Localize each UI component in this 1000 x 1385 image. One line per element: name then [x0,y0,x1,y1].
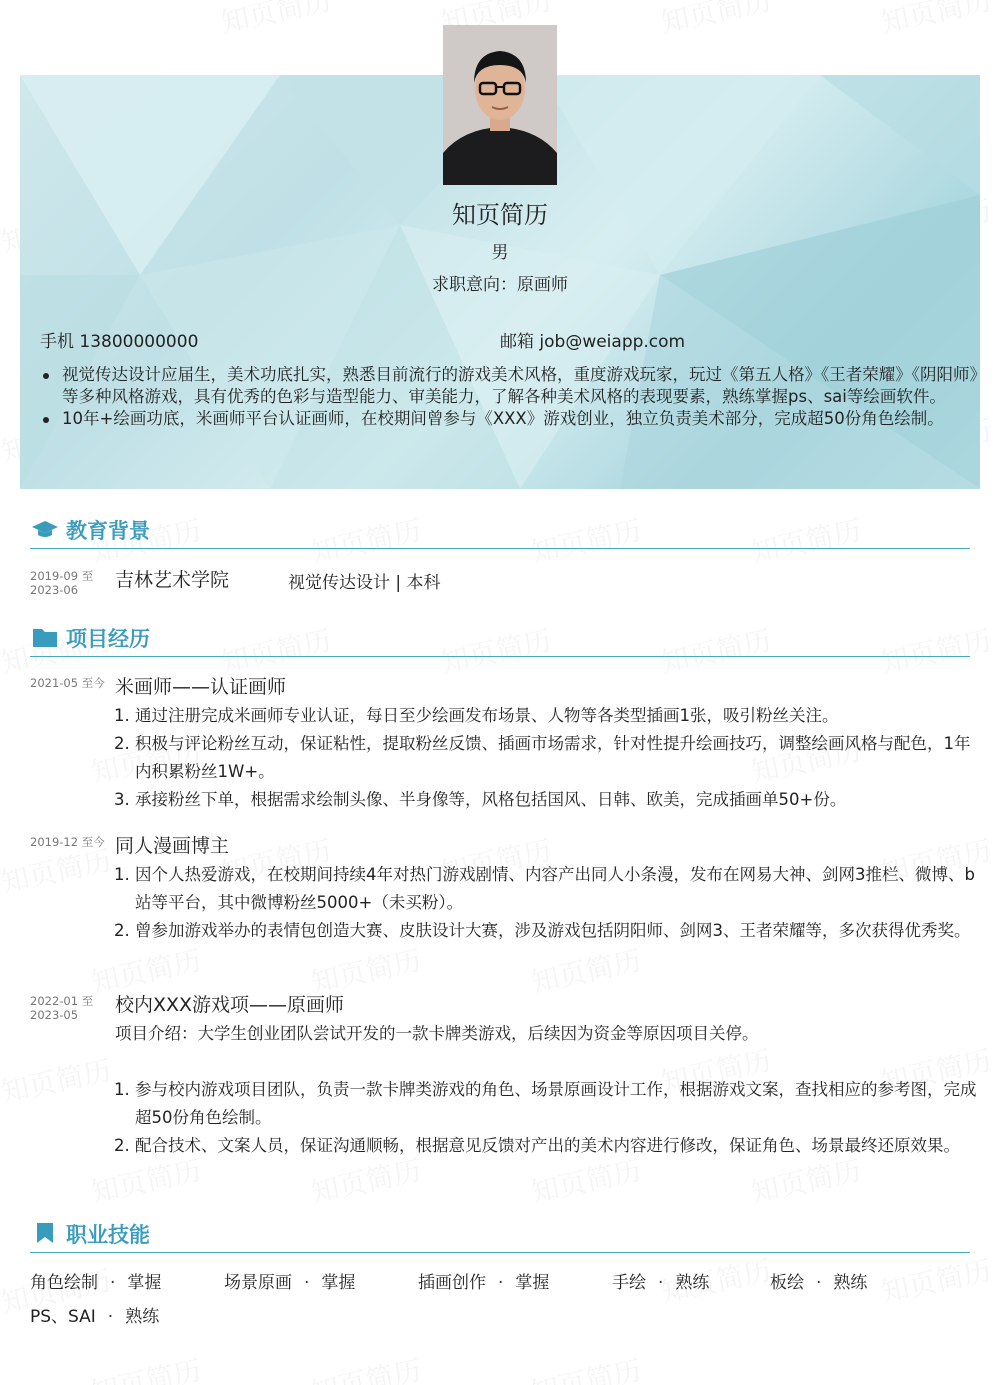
job-intent-label: 求职意向： [432,275,517,295]
watermark-text [527,1349,645,1385]
watermark-text [217,0,335,41]
person-photo [443,25,557,185]
date-end: 2023-05 [30,1008,79,1022]
skill-name: 插画创作 [418,1273,486,1293]
summary-list [40,364,982,430]
date-start: 2021-05 至今 [30,676,105,690]
education-section-header [30,512,970,549]
project-points [115,1076,985,1160]
folder-icon [32,626,58,648]
project-point: 2. 配合技术、文案人员，保证沟通顺畅，根据意见反馈对产出的美术内容进行修改，保证角色、场景最终还原效果。 [135,1132,985,1160]
job-intent-value: 原画师 [517,275,568,295]
skill-name: 板绘 [770,1273,804,1293]
project-date [30,835,105,849]
date-start: 2019-09 至 [30,569,94,583]
email-label: 邮箱 [500,332,534,352]
skill-level: 熟练 [833,1273,868,1293]
email-address: job@weiapp.com [539,332,686,352]
project-point: 1. 因个人热爱游戏，在校期间持续4年对热门游戏剧情、内容产出同人小条漫，发布在网易大神、剑网3推栏、微博、b站等平台，其中微博粉丝5000+（未买粉）。 [135,861,985,917]
job-intent [0,270,1000,295]
project-points [115,702,985,814]
email-info [500,327,685,352]
summary-item: 10年+绘画功底，米画师平台认证画师，在校期间曾参与《XXX》游戏创业，独立负责美术部分，完成超50份角色绘制。 [62,408,982,430]
date-start: 2022-01 至 [30,994,94,1008]
project-point: 3. 承接粉丝下单，根据需求绘制头像、半身像等，风格包括国风、日韩、欧美，完成插画单50+份。 [135,786,985,814]
avatar [443,25,557,185]
project-name: 校内XXX游戏项——原画师 [115,994,345,1016]
candidate-gender: 男 [491,243,509,263]
skill-item: 手绘 · 熟练 [612,1273,710,1293]
project-point: 2. 积极与评论粉丝互动，保证粘性，提取粉丝反馈、插画市场需求，针对性提升绘画技巧，调整绘画风格与配色，1年内积累粉丝1W+。 [135,730,985,786]
skill-name: 手绘 [612,1273,646,1293]
skill-name: 角色绘制 [30,1273,98,1293]
skill-level: 熟练 [675,1273,710,1293]
skill-item: 板绘 · 熟练 [770,1273,868,1293]
summary-item: 视觉传达设计应届生，美术功底扎实，熟悉目前流行的游戏美术风格，重度游戏玩家，玩过《第五人格》《王者荣耀》《阴阳师》等多种风格游戏，具有优秀的色彩与造型能力、审美能力，了解各种美术风格的表现要素，熟练掌握ps、sai等绘画软件。 [62,364,982,408]
bookmark-icon [32,1222,58,1244]
skill-item: 场景原画 · 掌握 [224,1273,356,1293]
watermark-text [877,1249,995,1311]
school-name: 吉林艺术学院 [115,569,230,591]
project-point: 1. 参与校内游戏项目团队，负责一款卡牌类游戏的角色、场景原画设计工作，根据游戏文案，查找相应的参考图，完成超50份角色绘制。 [135,1076,985,1132]
major-degree: 视觉传达设计 | 本科 [288,573,441,593]
skill-level: 掌握 [321,1273,356,1293]
phone-info [40,327,198,352]
watermark-text [877,0,995,41]
project-name: 米画师——认证画师 [115,676,287,698]
projects-section-header [30,620,970,657]
project-date [30,676,105,690]
skills-title: 职业技能 [66,1223,150,1247]
skill-item: 插画创作 · 掌握 [418,1273,550,1293]
project-points [115,861,985,945]
skill-item: PS、SAI · 熟练 [30,1307,160,1327]
project-name: 同人漫画博主 [115,835,230,857]
skill-item: 角色绘制 · 掌握 [30,1273,162,1293]
candidate-name: 知页简历 [452,201,548,229]
phone-label: 手机 [40,332,74,352]
watermark-text [307,1349,425,1385]
project-date [30,994,93,1022]
watermark-text [0,1049,115,1111]
education-date [30,569,93,597]
phone-number: 13800000000 [79,332,199,352]
date-end: 2023-06 [30,583,79,597]
projects-title: 项目经历 [66,627,150,651]
skill-level: 掌握 [127,1273,162,1293]
watermark-text [527,939,645,1001]
watermark-text [657,0,775,41]
date-start: 2019-12 至今 [30,835,105,849]
skills-section-header [30,1216,970,1253]
skill-level: 掌握 [515,1273,550,1293]
skill-name: 场景原画 [224,1273,292,1293]
education-title: 教育背景 [66,519,150,543]
skill-level: 熟练 [125,1307,160,1327]
watermark-text [87,1349,205,1385]
project-point: 2. 曾参加游戏举办的表情包创造大赛、皮肤设计大赛，涉及游戏包括阴阳师、剑网3、王者荣耀等，多次获得优秀奖。 [135,917,985,945]
project-intro: 项目介绍：大学生创业团队尝试开发的一款卡牌类游戏，后续因为资金等原因项目关停。 [115,1024,759,1043]
project-point: 1. 通过注册完成米画师专业认证，每日至少绘画发布场景、人物等各类型插画1张，吸引粉丝关注。 [135,702,985,730]
graduation-cap-icon [32,518,58,540]
skill-name: PS、SAI [30,1307,96,1327]
